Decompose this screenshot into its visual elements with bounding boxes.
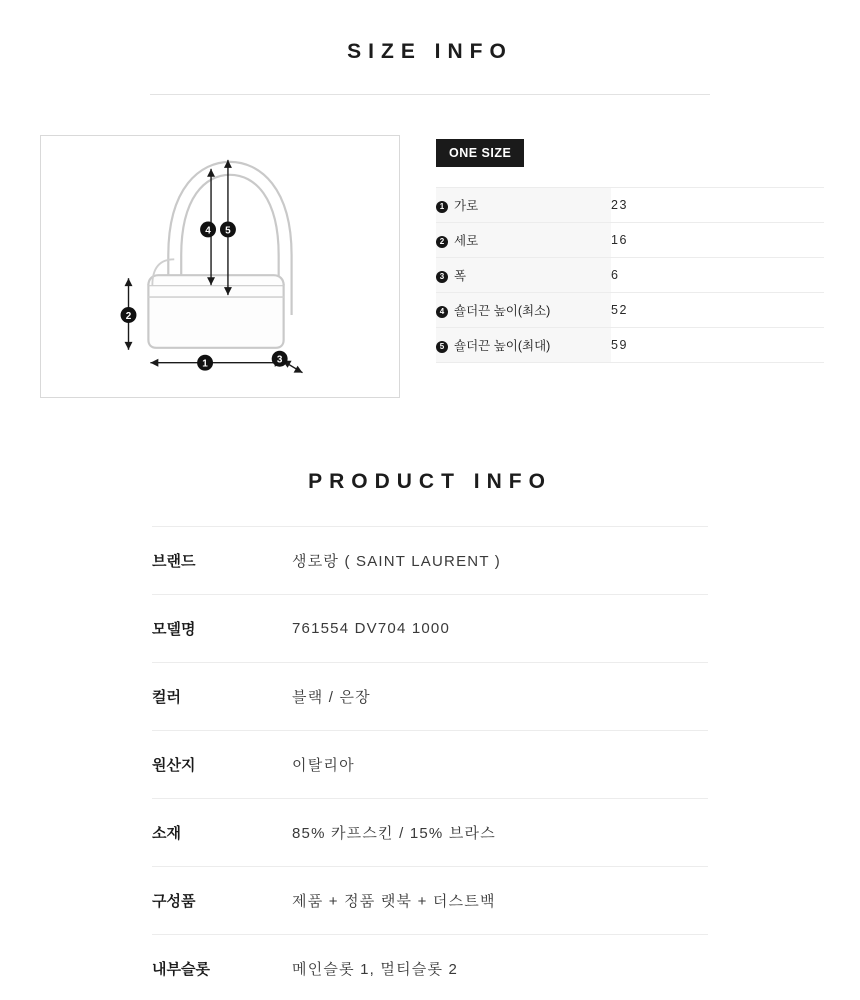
product-table bbox=[152, 526, 708, 1000]
bag-diagram bbox=[40, 135, 400, 398]
size-info-divider bbox=[150, 94, 710, 95]
bag-diagram-svg bbox=[41, 136, 399, 398]
svg-text:5: 5 bbox=[225, 225, 231, 237]
size-label-text: 폭 bbox=[454, 269, 467, 283]
svg-text:2: 2 bbox=[125, 310, 132, 322]
product-row-label: 모델명 bbox=[152, 621, 196, 638]
product-row-value: 이탈리아 bbox=[292, 757, 355, 774]
marker-1-icon: 1 bbox=[436, 201, 448, 213]
product-row-label: 내부슬롯 bbox=[152, 961, 210, 978]
size-row-value: 16 bbox=[611, 233, 628, 247]
product-info-heading: PRODUCT INFO bbox=[308, 470, 552, 493]
product-row-value: 메인슬롯 1, 멀티슬롯 2 bbox=[292, 961, 459, 978]
size-info-heading: SIZE INFO bbox=[347, 40, 513, 63]
table-row bbox=[436, 188, 824, 223]
size-table-column bbox=[436, 135, 824, 398]
size-table bbox=[436, 187, 824, 363]
product-row-value: 85% 카프스킨 / 15% 브라스 bbox=[292, 825, 496, 842]
table-row bbox=[152, 527, 708, 595]
svg-text:1: 1 bbox=[202, 358, 208, 370]
product-row-label: 구성품 bbox=[152, 893, 196, 910]
size-row-label bbox=[436, 258, 611, 293]
svg-text:4: 4 bbox=[205, 225, 211, 237]
product-row-value: 761554 DV704 1000 bbox=[292, 620, 451, 637]
table-row bbox=[152, 935, 708, 1000]
product-row-value: 블랙 / 은장 bbox=[292, 689, 371, 706]
size-label-text: 숄더끈 높이(최대) bbox=[454, 339, 551, 353]
table-row bbox=[436, 223, 824, 258]
svg-text:3: 3 bbox=[276, 354, 283, 366]
marker-3-icon: 3 bbox=[436, 271, 448, 283]
table-row bbox=[436, 293, 824, 328]
product-row-label: 컬러 bbox=[152, 689, 181, 706]
size-row-value: 59 bbox=[611, 338, 628, 352]
product-row-value: 생로랑 ( SAINT LAURENT ) bbox=[292, 553, 501, 570]
size-row-value: 23 bbox=[611, 198, 628, 212]
product-row-label: 브랜드 bbox=[152, 553, 196, 570]
product-row-label: 원산지 bbox=[152, 757, 196, 774]
product-row-label: 소재 bbox=[152, 825, 181, 842]
product-row-value: 제품 + 정품 랫북 + 더스트백 bbox=[292, 893, 496, 910]
table-row bbox=[152, 799, 708, 867]
table-row bbox=[152, 663, 708, 731]
size-row-value: 6 bbox=[611, 268, 620, 282]
table-row bbox=[436, 258, 824, 293]
size-label-text: 숄더끈 높이(최소) bbox=[454, 304, 551, 318]
product-info-body bbox=[152, 526, 708, 1000]
table-row bbox=[152, 731, 708, 799]
marker-2-icon: 2 bbox=[436, 236, 448, 248]
table-row bbox=[436, 328, 824, 363]
size-row-label bbox=[436, 188, 611, 223]
size-row-value: 52 bbox=[611, 303, 628, 317]
size-label-text: 세로 bbox=[454, 234, 479, 248]
size-row-label bbox=[436, 328, 611, 363]
marker-5-icon: 5 bbox=[436, 341, 448, 353]
one-size-badge: ONE SIZE bbox=[436, 139, 524, 167]
table-row bbox=[152, 867, 708, 935]
table-row bbox=[152, 595, 708, 663]
size-info-body bbox=[0, 135, 860, 398]
size-label-text: 가로 bbox=[454, 199, 479, 213]
size-row-label bbox=[436, 223, 611, 258]
size-row-label bbox=[436, 293, 611, 328]
marker-4-icon: 4 bbox=[436, 306, 448, 318]
